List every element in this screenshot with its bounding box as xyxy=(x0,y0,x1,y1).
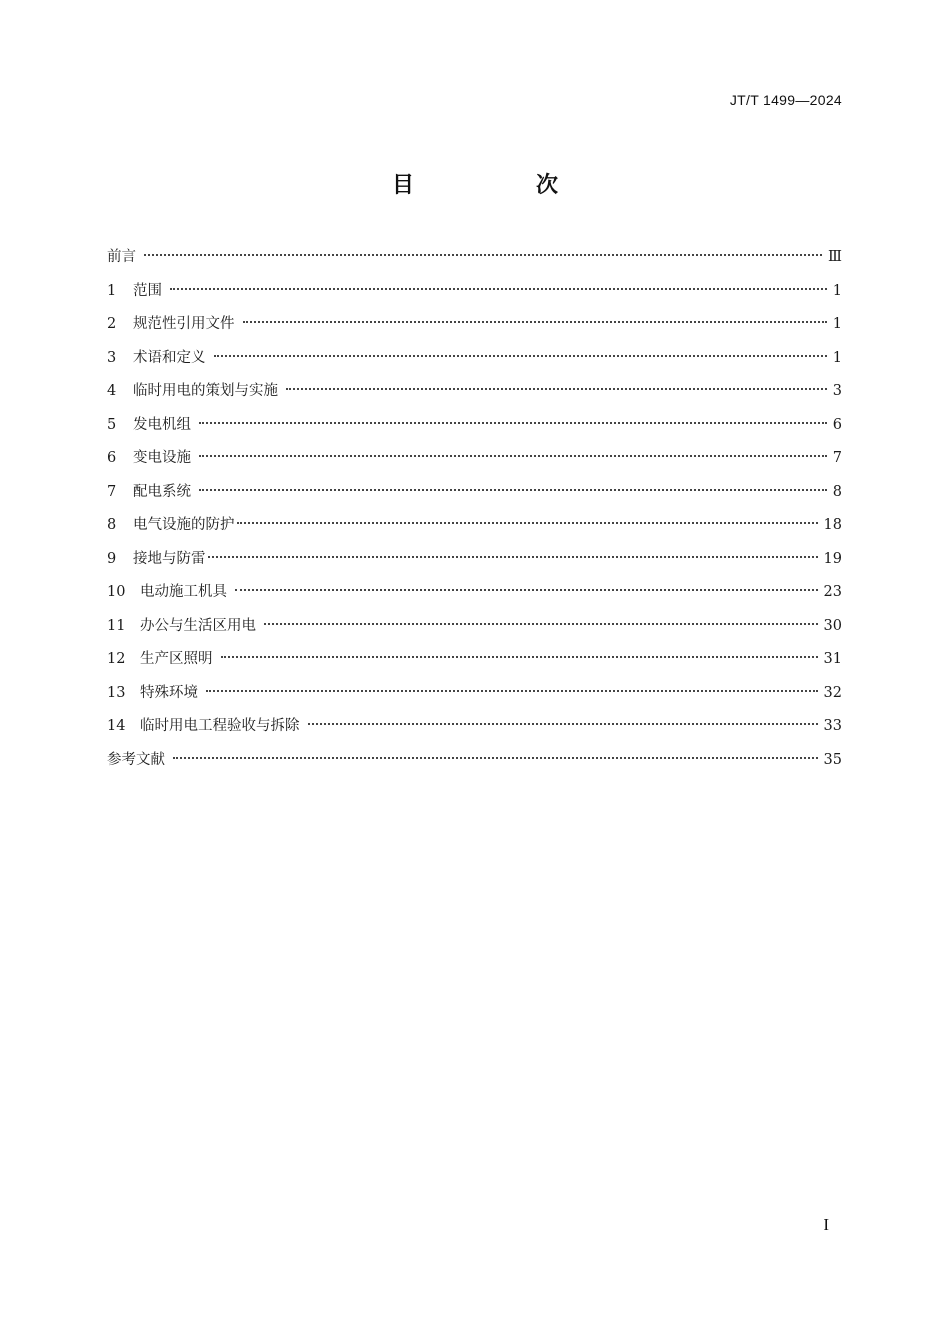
toc-entry-page: 7 xyxy=(832,450,842,466)
dot-leader xyxy=(199,422,827,424)
toc-entry-page: 35 xyxy=(823,751,842,768)
toc-entry-page: Ⅲ xyxy=(828,249,842,265)
dot-leader xyxy=(173,757,818,759)
toc-entry-number: 4 xyxy=(107,383,117,399)
dot-leader xyxy=(208,556,818,558)
toc-entry-number: 5 xyxy=(107,416,117,433)
dot-leader xyxy=(286,388,827,390)
toc-entry-12[interactable] xyxy=(107,648,842,682)
toc-entry-text: 接地与防雷 xyxy=(133,550,206,567)
dot-leader xyxy=(264,623,818,625)
dot-leader xyxy=(206,690,818,692)
toc-entry-page: 19 xyxy=(823,550,842,567)
toc-entry-9[interactable] xyxy=(107,548,842,582)
dot-leader xyxy=(170,288,827,290)
toc-entry-text: 电动施工机具 xyxy=(140,584,227,600)
toc-entry-page: 3 xyxy=(832,383,842,399)
toc-entry-page: 1 xyxy=(832,316,842,332)
toc-entry-text: 电气设施的防护 xyxy=(133,517,235,533)
toc-entry-text: 术语和定义 xyxy=(133,349,206,366)
toc-entry-4[interactable] xyxy=(107,380,842,414)
toc-entry-3[interactable] xyxy=(107,347,842,381)
toc-entry-page: 31 xyxy=(823,651,842,667)
dot-leader xyxy=(199,489,827,491)
toc-entry-number: 9 xyxy=(107,550,117,567)
toc-entry-number: 10 xyxy=(107,584,126,600)
dot-leader xyxy=(235,589,818,591)
toc-title: 目 次 xyxy=(391,173,608,198)
toc-entry-number: 7 xyxy=(107,483,117,500)
toc-entry-text: 办公与生活区用电 xyxy=(140,617,256,634)
toc-entry-7[interactable] xyxy=(107,481,842,515)
toc-entry-13[interactable] xyxy=(107,682,842,716)
toc-entry-text: 发电机组 xyxy=(133,416,191,433)
page-number: I xyxy=(823,1215,829,1234)
toc-entry-page: 30 xyxy=(823,617,842,634)
toc-entry-6[interactable] xyxy=(107,447,842,481)
dot-leader xyxy=(237,522,818,524)
toc-entry-text: 临时用电的策划与实施 xyxy=(133,383,278,399)
toc-entry-8[interactable] xyxy=(107,514,842,548)
toc-entry-number: 8 xyxy=(107,517,117,533)
toc-entry-text: 范围 xyxy=(133,282,162,299)
toc-entry-2[interactable] xyxy=(107,313,842,347)
toc-entry-page: 6 xyxy=(832,416,842,433)
toc-entry-11[interactable] xyxy=(107,615,842,649)
toc-entry-page: 1 xyxy=(832,282,842,299)
toc-entry-text: 生产区照明 xyxy=(140,651,213,667)
toc-entry-1[interactable] xyxy=(107,280,842,314)
toc-entry-page: 8 xyxy=(832,483,842,500)
toc-entry-number: 1 xyxy=(107,282,117,299)
toc-entry-foreword[interactable] xyxy=(107,246,842,280)
toc-entry-number: 13 xyxy=(107,684,126,701)
toc-entry-bibliography[interactable] xyxy=(107,749,842,783)
document-code: JT/T 1499—2024 xyxy=(729,92,842,108)
toc-entry-10[interactable] xyxy=(107,581,842,615)
dot-leader xyxy=(221,656,818,658)
toc-entry-page: 32 xyxy=(823,684,842,701)
toc-entry-text: 前言 xyxy=(107,249,136,265)
toc-entry-text: 参考文献 xyxy=(107,751,165,768)
toc-entry-14[interactable] xyxy=(107,715,842,749)
dot-leader xyxy=(144,254,822,256)
toc-entry-text: 规范性引用文件 xyxy=(133,316,235,332)
toc-entry-number: 14 xyxy=(107,718,126,734)
toc-entry-text: 特殊环境 xyxy=(140,684,198,701)
toc-entry-number: 6 xyxy=(107,450,117,466)
dot-leader xyxy=(214,355,827,357)
toc-entry-number: 12 xyxy=(107,651,126,667)
toc-entry-number: 3 xyxy=(107,349,117,366)
dot-leader xyxy=(199,455,827,457)
toc-entry-text: 配电系统 xyxy=(133,483,191,500)
toc-entry-number: 11 xyxy=(107,617,126,634)
toc-list xyxy=(107,246,842,782)
toc-entry-5[interactable] xyxy=(107,414,842,448)
toc-entry-number: 2 xyxy=(107,316,117,332)
toc-entry-page: 33 xyxy=(823,718,842,734)
toc-entry-page: 18 xyxy=(823,517,842,533)
dot-leader xyxy=(308,723,818,725)
toc-entry-text: 临时用电工程验收与拆除 xyxy=(140,718,300,734)
toc-entry-text: 变电设施 xyxy=(133,450,191,466)
toc-entry-page: 23 xyxy=(823,584,842,600)
toc-entry-page: 1 xyxy=(832,349,842,366)
dot-leader xyxy=(243,321,827,323)
